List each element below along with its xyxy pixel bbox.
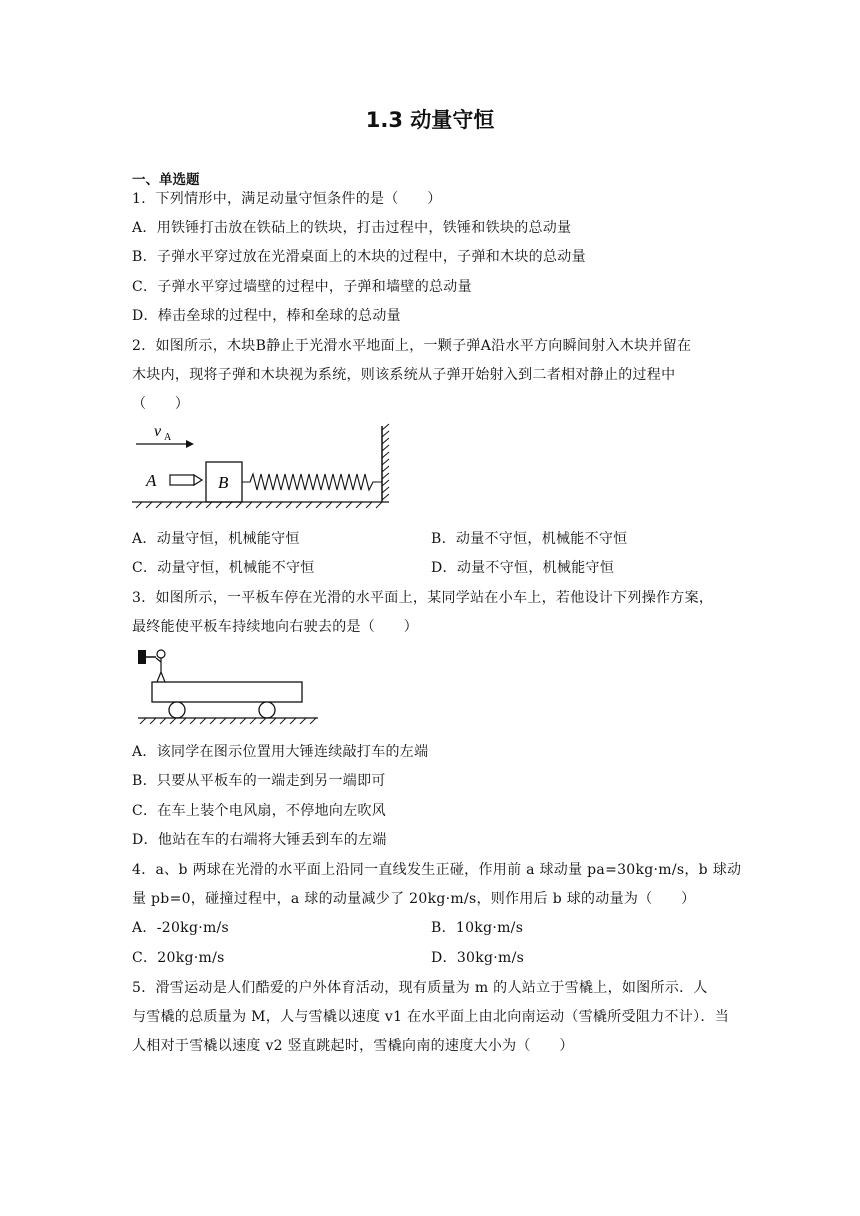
q4-stem-line1: 4．a、b 两球在光滑的水平面上沿同一直线发生正碰，作用前 a 球动量 pa=30kg·m/s，b 球动 xyxy=(132,862,742,878)
q1-option-c: C．子弹水平穿过墙壁的过程中，子弹和墙壁的总动量 xyxy=(132,279,472,295)
q1-option-d: D．棒击垒球的过程中，棒和垒球的总动量 xyxy=(132,308,401,324)
page-title: 1.3 动量守恒 xyxy=(365,108,495,132)
bullet-block-spring-figure xyxy=(132,422,402,510)
q5-stem-line1: 5．滑雪运动是人们酷爱的户外体育活动，现有质量为 m 的人站立于雪橇上，如图所示．人 xyxy=(132,980,708,996)
q4-option-d: D．30kg·m/s xyxy=(431,950,525,966)
velocity-label: v xyxy=(154,423,162,440)
spring-shape xyxy=(242,474,382,490)
q4-stem-line2: 量 pb=0，碰撞过程中，a 球的动量减少了 20kg·m/s，则作用后 b 球的动量为（ ） xyxy=(132,891,696,907)
q2-option-c: C．动量守恒，机械能不守恒 xyxy=(132,560,315,576)
q2-stem-line3: （ ） xyxy=(132,396,190,412)
bullet-shape xyxy=(170,475,194,485)
person-figure xyxy=(156,650,165,682)
q3-option-b: B．只要从平板车的一端走到另一端即可 xyxy=(132,773,386,789)
cart-wheel-right xyxy=(259,702,275,718)
q2-stem-line2: 木块内，现将子弹和木块视为系统，则该系统从子弹开始射入到二者相对静止的过程中 xyxy=(132,367,676,383)
q3-option-d: D．他站在车的右端将大锤丢到车的左端 xyxy=(132,832,387,848)
bullet-label: A xyxy=(146,471,157,490)
q2-option-d: D．动量不守恒，机械能守恒 xyxy=(431,560,615,576)
q3-option-c: C．在车上装个电风扇，不停地向左吹风 xyxy=(132,803,387,819)
velocity-subscript: A xyxy=(164,432,172,443)
q4-option-c: C．20kg·m/s xyxy=(132,950,225,966)
q2-option-b: B．动量不守恒，机械能不守恒 xyxy=(431,531,628,547)
q3-stem-line1: 3．如图所示，一平板车停在光滑的水平面上，某同学站在小车上，若他设计下列操作方案， xyxy=(132,590,714,606)
q2-option-a: A．动量守恒，机械能守恒 xyxy=(132,531,300,547)
block-label: B xyxy=(218,473,229,492)
cart-body xyxy=(152,682,302,702)
q5-stem-line2: 与雪橇的总质量为 M，人与雪橇以速度 v1 在水平面上由北向南运动（雪橇所受阻力不计）．当 xyxy=(132,1009,729,1025)
q4-option-a: A．-20kg·m/s xyxy=(132,920,230,936)
section-heading: 一、单选题 xyxy=(132,172,200,188)
q4-option-b: B．10kg·m/s xyxy=(431,920,524,936)
cart-wheel-left xyxy=(169,702,185,718)
flatcar-figure xyxy=(132,644,324,730)
q1-option-a: A．用铁锤打击放在铁砧上的铁块，打击过程中，铁锤和铁块的总动量 xyxy=(132,220,572,236)
q3-stem-line2: 最终能使平板车持续地向右驶去的是（ ） xyxy=(132,619,418,635)
q3-option-a: A．该同学在图示位置用大锤连续敲打车的左端 xyxy=(132,744,429,760)
q5-stem-line3: 人相对于雪橇以速度 v2 竖直跳起时，雪橇向南的速度大小为（ ） xyxy=(132,1038,574,1054)
q2-stem-line1: 2．如图所示，木块B静止于光滑水平地面上，一颗子弹A沿水平方向瞬间射入木块并留在 xyxy=(132,338,692,354)
q1-stem: 1．下列情形中，满足动量守恒条件的是（ ） xyxy=(132,191,442,207)
q1-option-b: B．子弹水平穿过放在光滑桌面上的木块的过程中，子弹和木块的总动量 xyxy=(132,249,586,265)
hammer-head xyxy=(138,650,146,664)
